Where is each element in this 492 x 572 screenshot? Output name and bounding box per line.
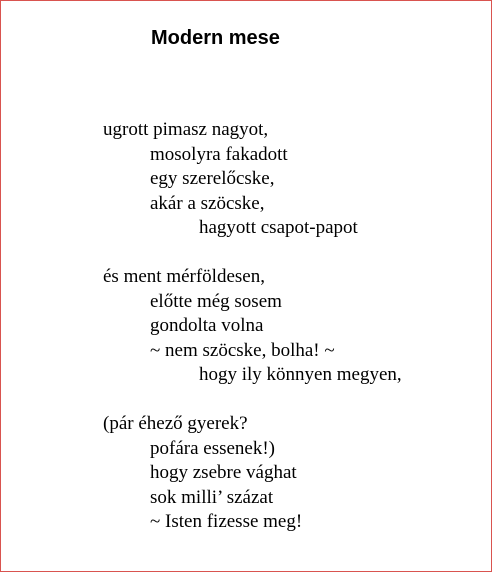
poem-body bbox=[103, 118, 402, 559]
poem-title: Modern mese bbox=[151, 27, 280, 49]
poem-line: ugrott pimasz nagyot, bbox=[103, 119, 269, 140]
poem-line: gondolta volna bbox=[150, 315, 264, 336]
poem-line: ~ Isten fizesse meg! bbox=[150, 511, 303, 532]
poem-line: és ment mérföldesen, bbox=[103, 266, 265, 287]
poem-line: pofára essenek!) bbox=[150, 437, 276, 459]
poem-line: hagyott csapot-papot bbox=[199, 217, 358, 238]
stanza-1 bbox=[103, 118, 402, 241]
stanza-3 bbox=[103, 412, 402, 535]
poem-line: sok milli’ százat bbox=[150, 486, 274, 508]
poem-line: előtte még sosem bbox=[150, 290, 282, 312]
stanza-2 bbox=[103, 265, 402, 388]
poem-line: mosolyra fakadott bbox=[150, 143, 288, 165]
poem-line: hogy zsebre vághat bbox=[150, 462, 297, 483]
poem-line: hogy ily könnyen megyen, bbox=[199, 364, 402, 385]
poem-line: ~ nem szöcske, bolha! ~ bbox=[150, 339, 335, 361]
poem-line: (pár éhező gyerek? bbox=[103, 413, 248, 434]
poem-line: akár a szöcske, bbox=[150, 192, 265, 214]
poem-line: egy szerelőcske, bbox=[150, 168, 275, 189]
